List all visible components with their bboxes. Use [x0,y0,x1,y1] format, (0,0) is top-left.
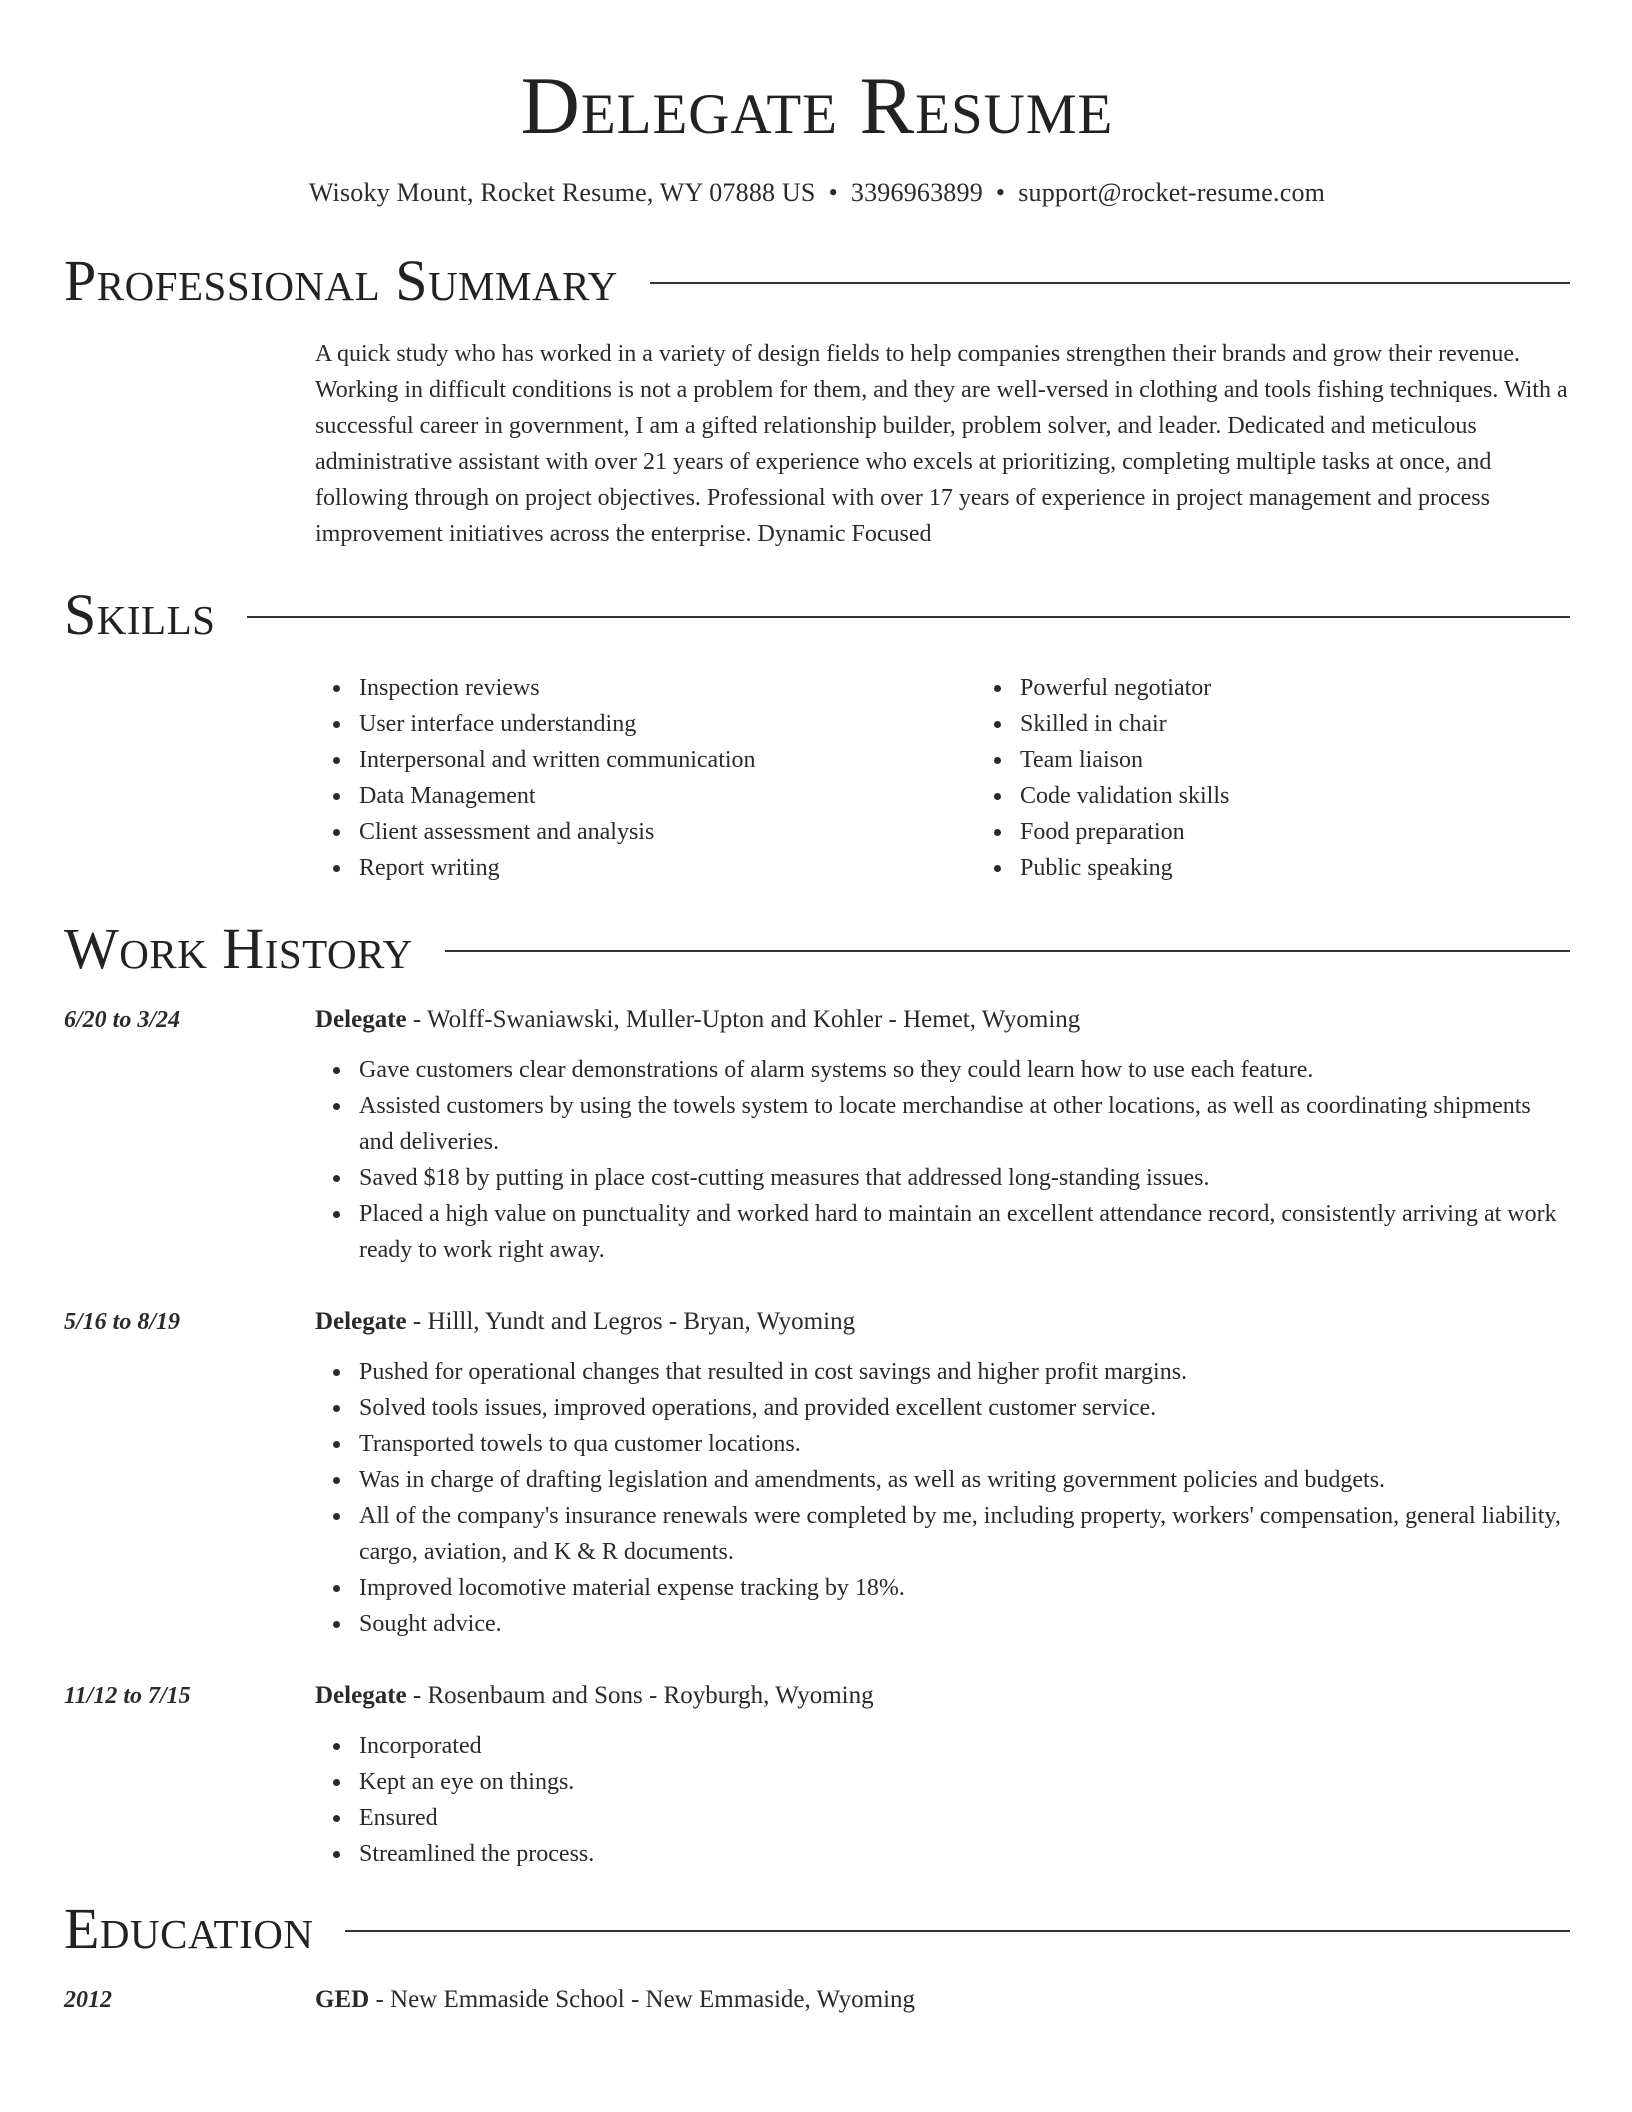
job-bullets [315,1354,1570,1642]
job-title-line [315,1678,1570,1714]
job-title: Delegate [315,1308,407,1335]
education-line [315,1982,1570,2018]
job-bullet: Solved tools issues, improved operations, and provided excellent customer service. [359,1390,1570,1426]
job-bullet: Transported towels to qua customer locations. [359,1426,1570,1462]
job-employer: - Rosenbaum and Sons - Royburgh, Wyoming [406,1682,874,1709]
skill-item: Powerful negotiator [1020,670,1632,706]
work-section-header [64,916,1570,982]
job-bullet: Improved locomotive material expense tracking by 18%. [359,1570,1570,1606]
skill-item: Interpersonal and written communication [359,742,976,778]
education-heading: Education [64,1896,314,1961]
job-bullet: Sought advice. [359,1606,1570,1642]
job-entry [64,1304,1570,1642]
job-bullet: All of the company's insurance renewals were completed by me, including property, workers' compensation, general liability, cargo, aviation, and K & R documents. [359,1498,1570,1570]
section-divider [445,950,1570,952]
skill-item: Client assessment and analysis [359,814,976,850]
job-body [315,1304,1570,1642]
job-bullet: Streamlined the process. [359,1836,1570,1872]
education-entry [64,1982,1570,2018]
job-entry [64,1678,1570,1872]
contact-email: support@rocket-resume.com [1018,178,1326,207]
skills-list-left [315,670,976,886]
skills-section-header [64,582,1570,648]
contact-phone: 3396963899 [850,178,983,207]
skill-item: User interface understanding [359,706,976,742]
work-heading: Work History [64,916,413,981]
education-year: 2012 [64,1987,112,2013]
job-title-line [315,1304,1570,1340]
skills-grid [315,670,1632,886]
skill-item: Code validation skills [1020,778,1632,814]
job-bullets [315,1052,1570,1268]
job-employer: - Wolff-Swaniawski, Muller-Upton and Kohler - Hemet, Wyoming [406,1006,1081,1033]
job-bullet: Gave customers clear demonstrations of alarm systems so they could learn how to use each feature. [359,1052,1570,1088]
education-degree: GED [315,1986,370,2013]
skills-list-right [976,670,1632,886]
skill-item: Inspection reviews [359,670,976,706]
job-bullets [315,1728,1570,1872]
contact-separator: • [995,178,1006,207]
skill-item: Report writing [359,850,976,886]
job-title: Delegate [315,1006,407,1033]
job-bullet: Incorporated [359,1728,1570,1764]
job-title-line [315,1002,1570,1038]
skill-item: Food preparation [1020,814,1632,850]
job-bullet: Kept an eye on things. [359,1764,1570,1800]
job-bullet: Placed a high value on punctuality and worked hard to maintain an excellent attendance record, consistently arriving at work ready to work right away. [359,1196,1570,1268]
resume-page [64,0,1570,2018]
job-dates: 6/20 to 3/24 [64,1007,181,1033]
resume-name: Delegate Resume [520,60,1114,151]
summary-heading: Professional Summary [64,248,618,313]
skill-item: Skilled in chair [1020,706,1632,742]
section-divider [345,1930,1570,1932]
skill-item: Public speaking [1020,850,1632,886]
skill-item: Data Management [359,778,976,814]
job-bullet: Was in charge of drafting legislation and amendments, as well as writing government policies and budgets. [359,1462,1570,1498]
summary-row [64,314,1570,552]
summary-text: A quick study who has worked in a variety of design fields to help companies strengthen their brands and grow their revenue. Working in difficult conditions is not a problem for them, and they are well-versed in clothing and tools fishing techniques. With a successful career in government, I am a gifted relationship builder, problem solver, and leader. Dedicated and meticulous administrative assistant with over 21 years of experience who excels at prioritizing, completing multiple tasks at once, and following through on project objectives. Professional with over 17 years of experience in project management and process improvement initiatives across the enterprise. Dynamic Focused [315,341,1568,547]
section-divider [650,282,1570,284]
job-dates: 5/16 to 8/19 [64,1309,181,1335]
job-bullet: Pushed for operational changes that resulted in cost savings and higher profit margins. [359,1354,1570,1390]
job-bullet: Saved $18 by putting in place cost-cutting measures that addressed long-standing issues. [359,1160,1570,1196]
skills-row [64,648,1570,886]
job-bullet: Ensured [359,1800,1570,1836]
education-section-header [64,1896,1570,1962]
section-divider [247,616,1570,618]
contact-line [64,176,1570,210]
skills-heading: Skills [64,582,216,647]
summary-section-header [64,248,1570,314]
contact-separator: • [828,178,838,207]
job-title: Delegate [315,1682,407,1709]
job-body [315,1002,1570,1268]
job-entry [64,1002,1570,1268]
education-school: - New Emmaside School - New Emmaside, Wyoming [369,1986,916,2013]
contact-address: Wisoky Mount, Rocket Resume, WY 07888 US [308,178,816,207]
job-body [315,1678,1570,1872]
job-bullet: Assisted customers by using the towels system to locate merchandise at other locations, as well as coordinating shipments and deliveries. [359,1088,1570,1160]
job-dates: 11/12 to 7/15 [64,1683,191,1709]
skill-item: Team liaison [1020,742,1632,778]
job-employer: - Hilll, Yundt and Legros - Bryan, Wyoming [406,1308,856,1335]
